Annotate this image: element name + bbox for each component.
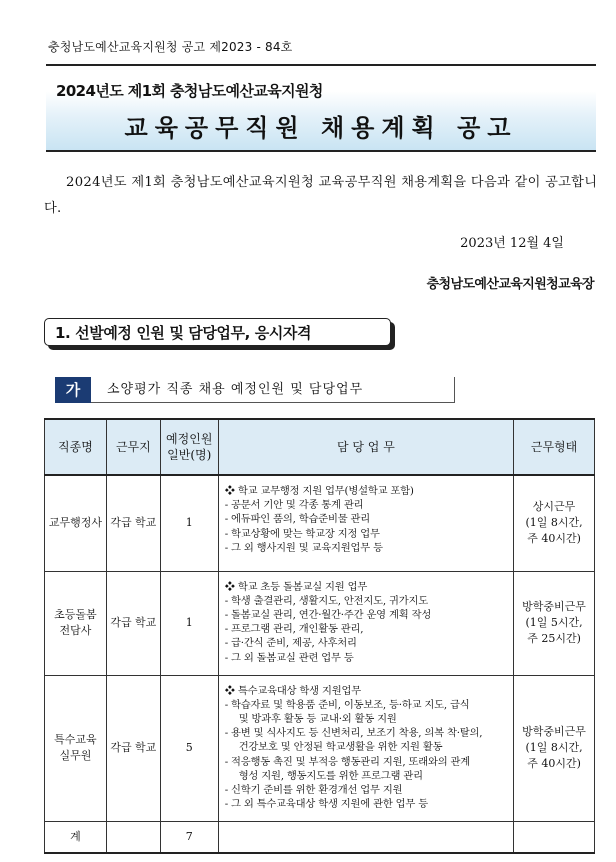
- duties-cell: [218, 475, 513, 571]
- duty-heading: ❖ 학교 초등 돌봄교실 지원 업무: [224, 580, 368, 593]
- duty-item-continued: 형성 지원, 행동지도를 위한 프로그램 관리: [238, 769, 423, 782]
- section-heading-1: 1. 선발예정 인원 및 담당업무, 응시자격: [44, 318, 391, 346]
- duty-item: - 에듀파인 품의, 학습준비물 관리: [224, 513, 371, 526]
- work-hours: (1일 8시간,: [525, 741, 583, 754]
- document-number: 충청남도예산교육지원청 공고 제2023 - 84호: [48, 40, 293, 54]
- total-duties: [218, 821, 513, 853]
- header-duties: 담 당 업 무: [218, 419, 513, 475]
- duty-item: - 돌봄교실 관리, 연간·월간·주간 운영 계획 작성: [224, 608, 432, 621]
- job-cell: [45, 675, 107, 821]
- title-main: 교육공무직원 채용계획 공고: [124, 114, 518, 142]
- intro-paragraph: 2024년도 제1회 충청남도예산교육지원청 교육공무직원 채용계획을 다음과 같이 공고합니다.: [44, 175, 598, 216]
- header-location: 근무지: [106, 419, 160, 475]
- duty-item: - 학교상황에 맞는 학교장 지정 업무: [224, 527, 380, 540]
- duty-heading: ❖ 특수교육대상 학생 지원업무: [224, 684, 361, 697]
- subsection-badge: 가: [55, 377, 91, 403]
- title-subtitle: 2024년도 제1회 충청남도예산교육지원청: [56, 82, 323, 100]
- table-row: [45, 571, 595, 675]
- location-cell: 각급 학교: [106, 475, 160, 571]
- work-weekly: 주 40시간): [527, 757, 581, 770]
- header-count: [160, 419, 218, 475]
- subsection-heading: [55, 377, 455, 403]
- count-cell: 1: [160, 475, 218, 571]
- total-label: 계: [45, 821, 107, 853]
- job-name-line2: 실무원: [59, 749, 92, 762]
- subsection-title: 소양평가 직종 채용 예정인원 및 담당업무: [107, 382, 364, 397]
- duty-item: - 용변 및 식사지도 등 신변처리, 보조기 착용, 의복 착·탈의,: [224, 727, 483, 740]
- count-cell: 5: [160, 675, 218, 821]
- count-cell: 1: [160, 571, 218, 675]
- work-type: 방학중비근무: [522, 600, 586, 613]
- duty-item: - 학습자료 및 학용품 준비, 이동보조, 등·하교 지도, 급식: [224, 698, 470, 711]
- job-name: 교무행정사: [48, 516, 102, 530]
- job-name-line2: 전담사: [59, 624, 92, 637]
- work-weekly: 주 25시간): [527, 632, 581, 645]
- work-type-cell: [514, 475, 595, 571]
- work-type-cell: [514, 571, 595, 675]
- duty-item: - 신학기 준비를 위한 환경개선 업무 지원: [224, 783, 403, 796]
- total-location: [106, 821, 160, 853]
- work-type: 상시근무: [532, 500, 576, 514]
- table-row: [45, 675, 595, 821]
- duty-item-continued: 건강보호 및 안정된 학교생활을 위한 지원 활동: [238, 741, 443, 754]
- location-cell: 각급 학교: [106, 571, 160, 675]
- job-name: 초등돌봄: [54, 608, 97, 621]
- title-banner: [46, 64, 596, 152]
- table-header-row: [45, 419, 595, 475]
- total-count: 7: [160, 821, 218, 853]
- duty-item: - 적응행동 촉진 및 부적응 행동관리 지원, 또래와의 관계: [224, 755, 471, 768]
- duty-item: - 그 외 특수교육대상 학생 지원에 관한 업무 등: [224, 798, 428, 811]
- table-total-row: [45, 821, 595, 853]
- job-cell: [45, 571, 107, 675]
- header-work-type: 근무형태: [514, 419, 595, 475]
- work-type-cell: [514, 675, 595, 821]
- header-job: 직종명: [45, 419, 107, 475]
- duty-item: - 그 외 돌봄교실 관련 업무 등: [224, 651, 354, 664]
- location-cell: 각급 학교: [106, 675, 160, 821]
- job-cell: [45, 475, 107, 571]
- work-type: 방학중비근무: [522, 725, 586, 738]
- duties-cell: [218, 675, 513, 821]
- duty-item: - 학생 출결관리, 생활지도, 안전지도, 귀가지도: [224, 594, 428, 607]
- work-hours: (1일 8시간,: [525, 516, 583, 530]
- duty-item: - 급·간식 준비, 제공, 사후처리: [224, 637, 357, 650]
- duties-cell: [218, 571, 513, 675]
- announcement-date: 2023년 12월 4일: [460, 236, 564, 251]
- duty-heading: ❖ 학교 교무행정 지원 업무(병설학교 포함): [224, 485, 414, 497]
- duty-item: - 그 외 행사지원 및 교육지원업무 등: [224, 541, 383, 554]
- table-row: [45, 475, 595, 571]
- recruitment-table: [44, 418, 595, 854]
- job-name: 특수교육: [54, 733, 97, 746]
- header-count-line2: 일반(명): [167, 448, 212, 462]
- duty-item: - 공문서 기안 및 각종 통계 관리: [224, 499, 364, 512]
- duty-item: - 프로그램 관리, 개인활동 관리,: [224, 623, 364, 636]
- header-count-line1: 예정인원: [166, 432, 213, 446]
- work-weekly: 주 40시간): [527, 532, 581, 546]
- issuer: 충청남도예산교육지원청교육장: [426, 277, 594, 292]
- duty-item-continued: 및 방과후 활동 등 교내·외 활동 지원: [238, 712, 397, 725]
- work-hours: (1일 5시간,: [525, 616, 583, 629]
- total-work-type: [514, 821, 595, 853]
